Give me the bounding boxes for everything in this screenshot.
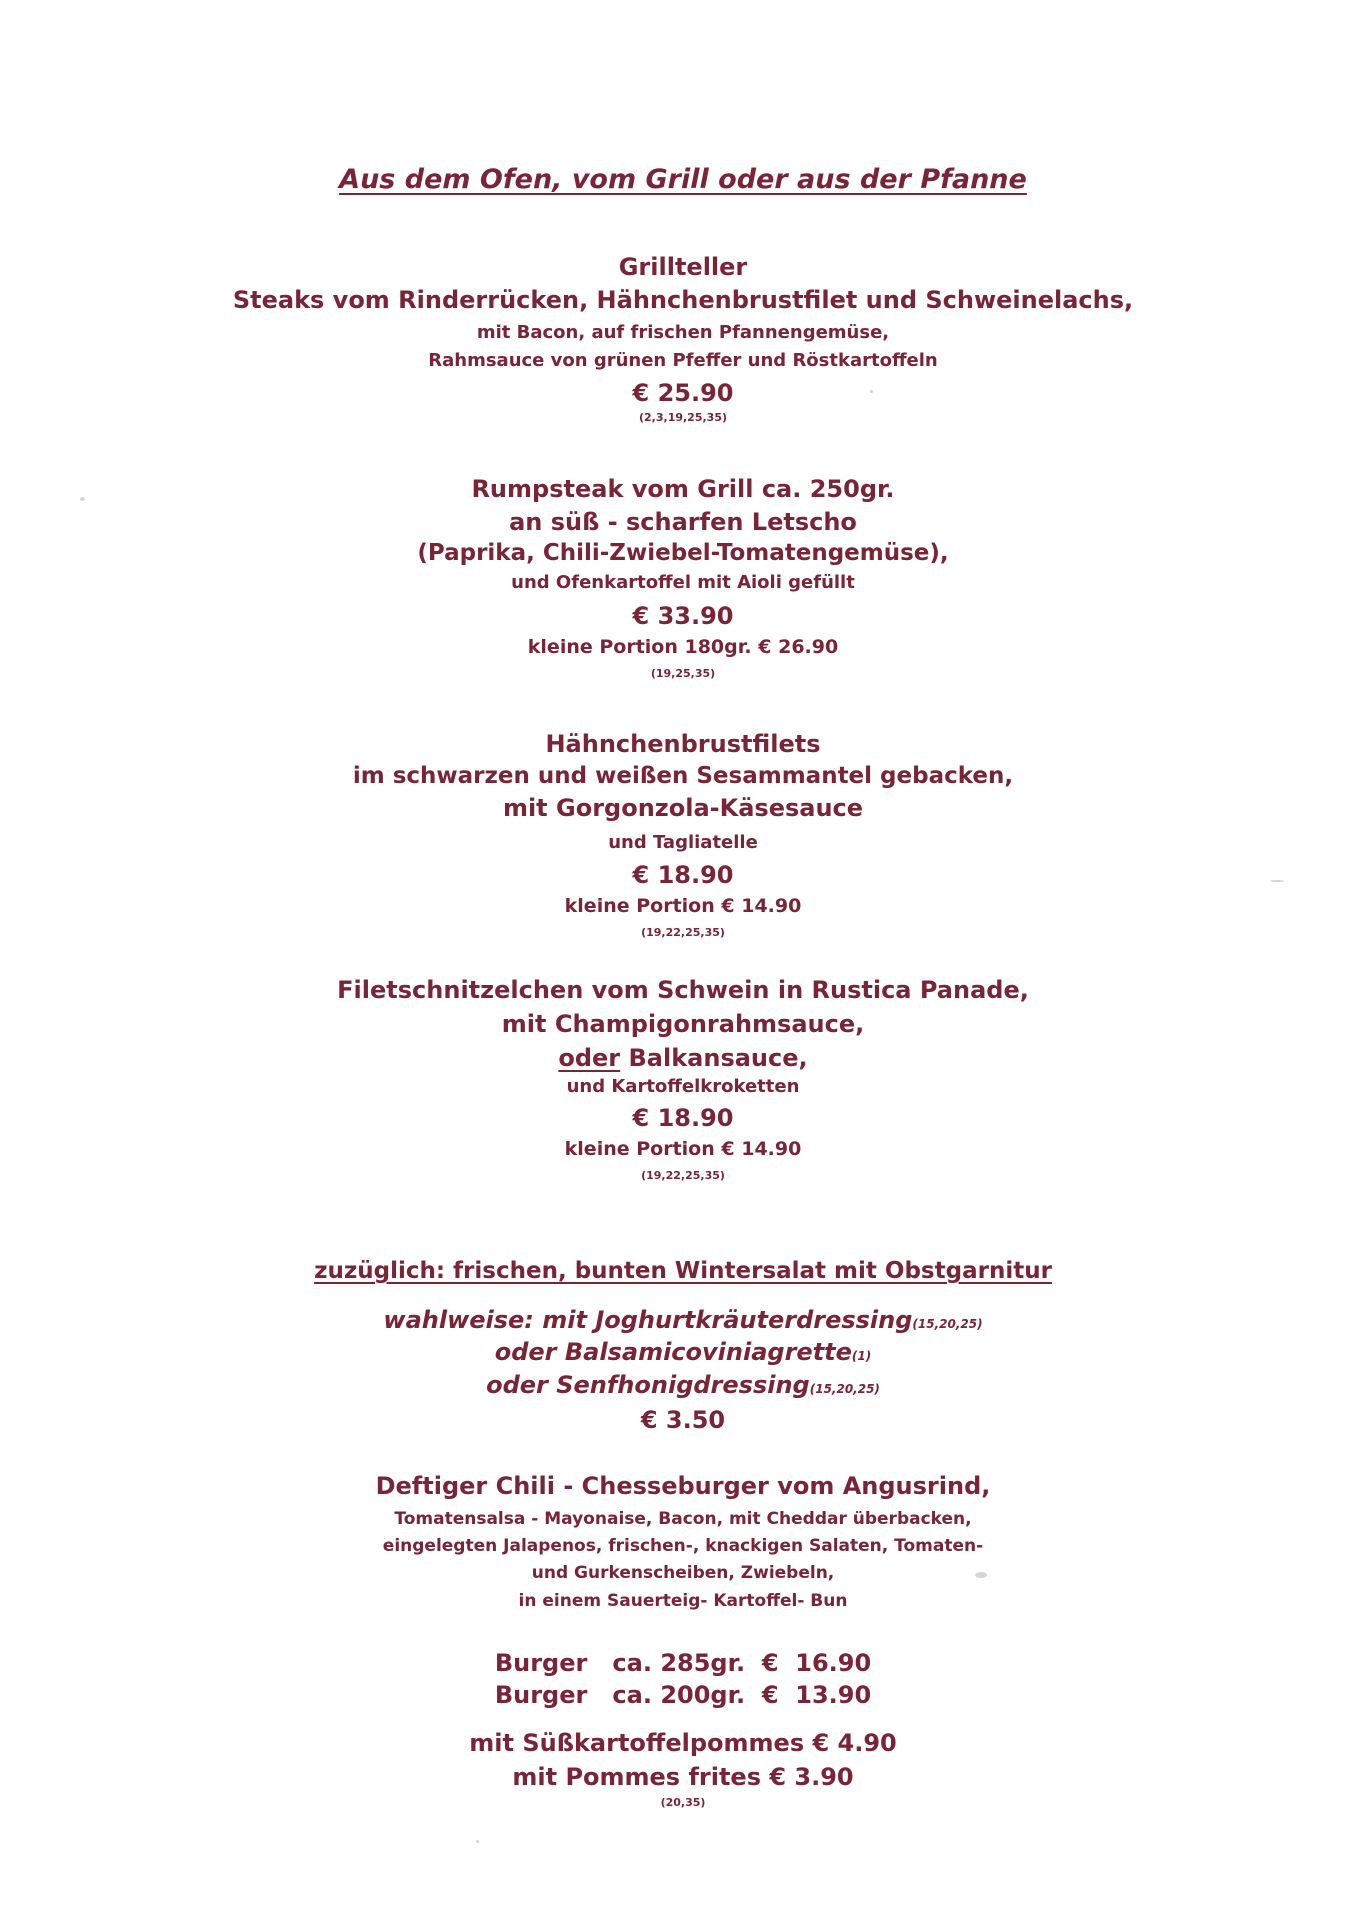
salad-option-1-code: (15,20,25) xyxy=(912,1317,983,1331)
small-portion-price: € 14.90 xyxy=(721,1138,802,1160)
rumpsteak-small-portion xyxy=(0,638,1366,657)
grillteller-price: € 25.90 xyxy=(632,379,734,407)
grillteller-name: Grillteller xyxy=(618,253,748,281)
underlined-word: oder xyxy=(558,1044,621,1072)
salad-option-3 xyxy=(0,1373,1366,1397)
rumpsteak-allergens: (19,25,35) xyxy=(650,667,716,680)
haehnchen-price: € 18.90 xyxy=(632,861,734,889)
grillteller-allergens: (2,3,19,25,35) xyxy=(639,411,727,424)
haehnchen-line3: und Tagliatelle xyxy=(608,832,758,853)
small-portion-label: kleine Portion xyxy=(564,1138,715,1160)
burger-side-2: mit Pommes frites € 3.90 xyxy=(512,1763,854,1791)
grillteller-line2: mit Bacon, auf frischen Pfannengemüse, xyxy=(476,322,890,343)
burger-name: Deftiger Chili - Chesseburger vom Angusrind, xyxy=(375,1472,991,1500)
scan-speck xyxy=(80,497,85,501)
scan-speck xyxy=(476,1840,479,1843)
small-portion-price: € 26.90 xyxy=(758,636,839,658)
salad-option-1 xyxy=(0,1308,1366,1332)
filetschnitzel-line3: und Kartoffelkroketten xyxy=(566,1076,800,1097)
filetschnitzel-line1: mit Champigonrahmsauce, xyxy=(501,1010,865,1038)
filetschnitzel-line2-rest: Balkansauce, xyxy=(620,1044,808,1072)
scan-speck xyxy=(870,390,873,393)
small-portion-price: € 14.90 xyxy=(721,895,802,917)
rumpsteak-line3: und Ofenkartoffel mit Aioli gefüllt xyxy=(511,572,855,593)
rumpsteak-line1: an süß - scharfen Letscho xyxy=(509,508,857,536)
section-title: Aus dem Ofen, vom Grill oder aus der Pfanne xyxy=(339,164,1027,195)
burger-allergens: (20,35) xyxy=(660,1796,706,1809)
salad-option-3-code: (15,20,25) xyxy=(809,1382,880,1396)
salad-title: zuzüglich: frischen, bunten Wintersalat mit Obstgarnitur xyxy=(314,1258,1052,1284)
scan-speck xyxy=(1270,880,1284,882)
haehnchen-allergens: (19,22,25,35) xyxy=(641,926,725,939)
salad-option-3-text: oder Senfhonigdressing xyxy=(486,1371,810,1399)
filetschnitzel-name: Filetschnitzelchen vom Schwein in Rustica Panade, xyxy=(337,976,1029,1004)
rumpsteak-name: Rumpsteak vom Grill ca. 250gr. xyxy=(471,475,895,503)
salad-price: € 3.50 xyxy=(640,1406,726,1434)
small-portion-label: kleine Portion xyxy=(564,895,715,917)
salad-option-2-text: oder Balsamicoviniagrette xyxy=(494,1338,852,1366)
burger-line1: Tomatensalsa - Mayonaise, Bacon, mit Cheddar überbacken, xyxy=(394,1509,972,1529)
scan-speck xyxy=(975,1572,987,1578)
haehnchen-name: Hähnchenbrustfilets xyxy=(545,730,821,758)
burger-side-1: mit Süßkartoffelpommes € 4.90 xyxy=(469,1729,897,1757)
filetschnitzel-line2 xyxy=(0,1046,1366,1070)
filetschnitzel-allergens: (19,22,25,35) xyxy=(641,1169,725,1182)
salad-option-1-text: wahlweise: mit Joghurtkräuterdressing xyxy=(383,1306,913,1334)
grillteller-line3: Rahmsauce von grünen Pfeffer und Röstkartoffeln xyxy=(428,350,938,371)
rumpsteak-line2: (Paprika, Chili-Zwiebel-Tomatengemüse), xyxy=(417,540,949,566)
burger-line3: und Gurkenscheiben, Zwiebeln, xyxy=(531,1563,835,1583)
burger-size-2: Burger ca. 200gr. € 13.90 xyxy=(494,1681,872,1709)
burger-line4: in einem Sauerteig- Kartoffel- Bun xyxy=(518,1591,848,1611)
small-portion-label: kleine Portion 180gr. xyxy=(527,636,752,658)
haehnchen-line2: mit Gorgonzola-Käsesauce xyxy=(502,794,864,822)
grillteller-line1: Steaks vom Rinderrücken, Hähnchenbrustfilet und Schweinelachs, xyxy=(232,286,1134,314)
rumpsteak-price: € 33.90 xyxy=(632,602,734,630)
haehnchen-small-portion xyxy=(0,897,1366,916)
filetschnitzel-small-portion xyxy=(0,1140,1366,1159)
burger-size-1: Burger ca. 285gr. € 16.90 xyxy=(494,1649,872,1677)
salad-option-2-code: (1) xyxy=(851,1349,872,1363)
filetschnitzel-price: € 18.90 xyxy=(632,1104,734,1132)
burger-line2: eingelegten Jalapenos, frischen-, knackigen Salaten, Tomaten- xyxy=(382,1536,984,1556)
salad-option-2 xyxy=(0,1340,1366,1364)
haehnchen-line1: im schwarzen und weißen Sesammantel gebacken, xyxy=(352,763,1014,789)
